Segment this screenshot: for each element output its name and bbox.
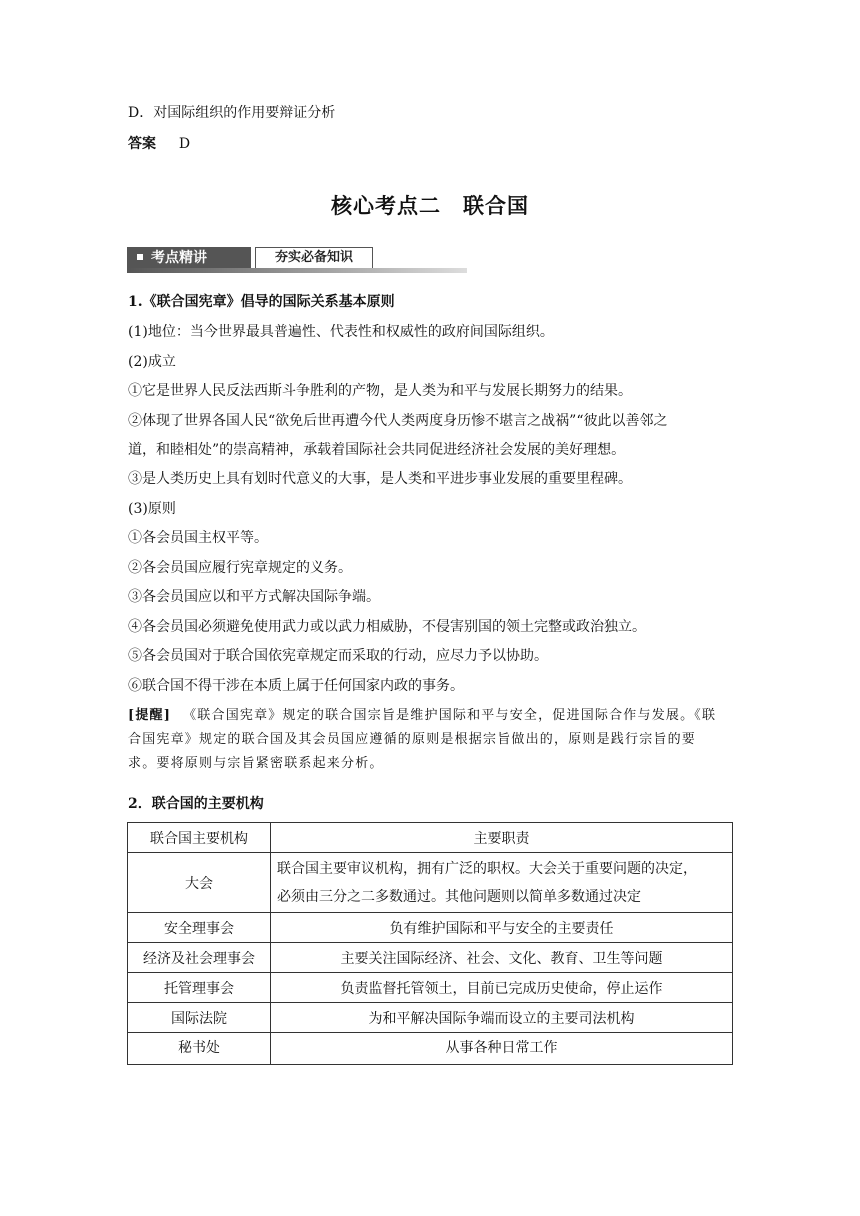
section-title: 核心考点二 联合国 — [331, 194, 529, 218]
square-bullet-icon — [137, 254, 143, 260]
table-cell: 国际法院 — [128, 1003, 271, 1033]
answer-label: 答案 — [128, 136, 156, 152]
table-row — [128, 1033, 733, 1065]
founding-item: 道，和睦相处”的崇高精神，承载着国际社会共同促进经济社会发展的美好理想。 — [128, 442, 626, 458]
tip-paragraph — [128, 704, 734, 776]
principle-item: ③各会员国应以和平方式解决国际争端。 — [128, 589, 380, 605]
cell-line: 必须由三分之二多数通过。其他问题则以简单多数通过决定 — [277, 888, 641, 905]
table-cell: 大会 — [128, 853, 271, 913]
tip-line-2: 合国宪章》规定的联合国及其会员国应遵循的原则是根据宗旨做出的，原则是践行宗旨的要 — [128, 732, 697, 747]
table-cell: 主要关注国际经济、社会、文化、教育、卫生等问题 — [271, 943, 733, 973]
founding-item: ①它是世界人民反法西斯斗争胜利的产物，是人类为和平与发展长期努力的结果。 — [128, 383, 632, 399]
banner-dark-label: 考点精讲 — [151, 250, 207, 266]
principle-item: ⑤各会员国对于联合国依宪章规定而采取的行动，应尽力予以协助。 — [128, 648, 548, 664]
principle-item: ①各会员国主权平等。 — [128, 530, 268, 546]
answer-value: D — [178, 136, 191, 152]
cell-line: 联合国主要审议机构，拥有广泛的职权。大会关于重要问题的决定， — [277, 860, 697, 877]
table-row — [128, 973, 733, 1003]
banner-dark — [127, 247, 251, 269]
status-line: (1)地位：当今世界最具普遍性、代表性和权威性的政府间国际组织。 — [128, 324, 554, 340]
founding-item: ③是人类历史上具有划时代意义的大事，是人类和平进步事业发展的重要里程碑。 — [128, 471, 632, 487]
table-header: 主要职责 — [271, 823, 733, 853]
table-header: 联合国主要机构 — [128, 823, 271, 853]
principle-item: ④各会员国必须避免使用武力或以武力相威胁，不侵害别国的领土完整或政治独立。 — [128, 619, 646, 635]
founding-label: (2)成立 — [128, 354, 176, 370]
answer-line — [128, 134, 190, 154]
banner-light-label: 夯实必备知识 — [255, 247, 373, 269]
table-cell: 安全理事会 — [128, 913, 271, 943]
founding-item: ②体现了世界各国人民“欲免后世再遭今代人类两度身历惨不堪言之战祸”“彼此以善邻之 — [128, 413, 668, 429]
principles-label: (3)原则 — [128, 501, 176, 517]
banner-underline — [127, 268, 467, 273]
table-row — [128, 943, 733, 973]
table-cell: 从事各种日常工作 — [271, 1033, 733, 1065]
part1-heading: 1.《联合国宪章》倡导的国际关系基本原则 — [128, 294, 395, 310]
principle-item: ②各会员国应履行宪章规定的义务。 — [128, 560, 352, 576]
part2-heading: 2．联合国的主要机构 — [128, 796, 264, 812]
table-row — [128, 913, 733, 943]
option-d: D．对国际组织的作用要辩证分析 — [128, 105, 336, 121]
table-cell: 为和平解决国际争端而设立的主要司法机构 — [271, 1003, 733, 1033]
table-row — [128, 853, 733, 913]
principle-item: ⑥联合国不得干涉在本质上属于任何国家内政的事务。 — [128, 678, 464, 694]
section-banner — [127, 247, 467, 273]
tip-label: [提醒] — [128, 708, 172, 723]
table-cell — [271, 853, 733, 913]
table-header-row — [128, 823, 733, 853]
table-cell: 负责监督托管领土，目前已完成历史使命，停止运作 — [271, 973, 733, 1003]
tip-line-1 — [128, 704, 734, 728]
tip-text: 《联合国宪章》规定的联合国宗旨是维护国际和平与安全，促进国际合作与发展。《联 — [183, 708, 717, 723]
table-cell: 托管理事会 — [128, 973, 271, 1003]
table-cell: 秘书处 — [128, 1033, 271, 1065]
tip-line-3: 求。要将原则与宗旨紧密联系起来分析。 — [128, 756, 384, 771]
table-row — [128, 1003, 733, 1033]
un-organs-table — [127, 822, 733, 1065]
table-cell: 负有维护国际和平与安全的主要责任 — [271, 913, 733, 943]
table-cell: 经济及社会理事会 — [128, 943, 271, 973]
